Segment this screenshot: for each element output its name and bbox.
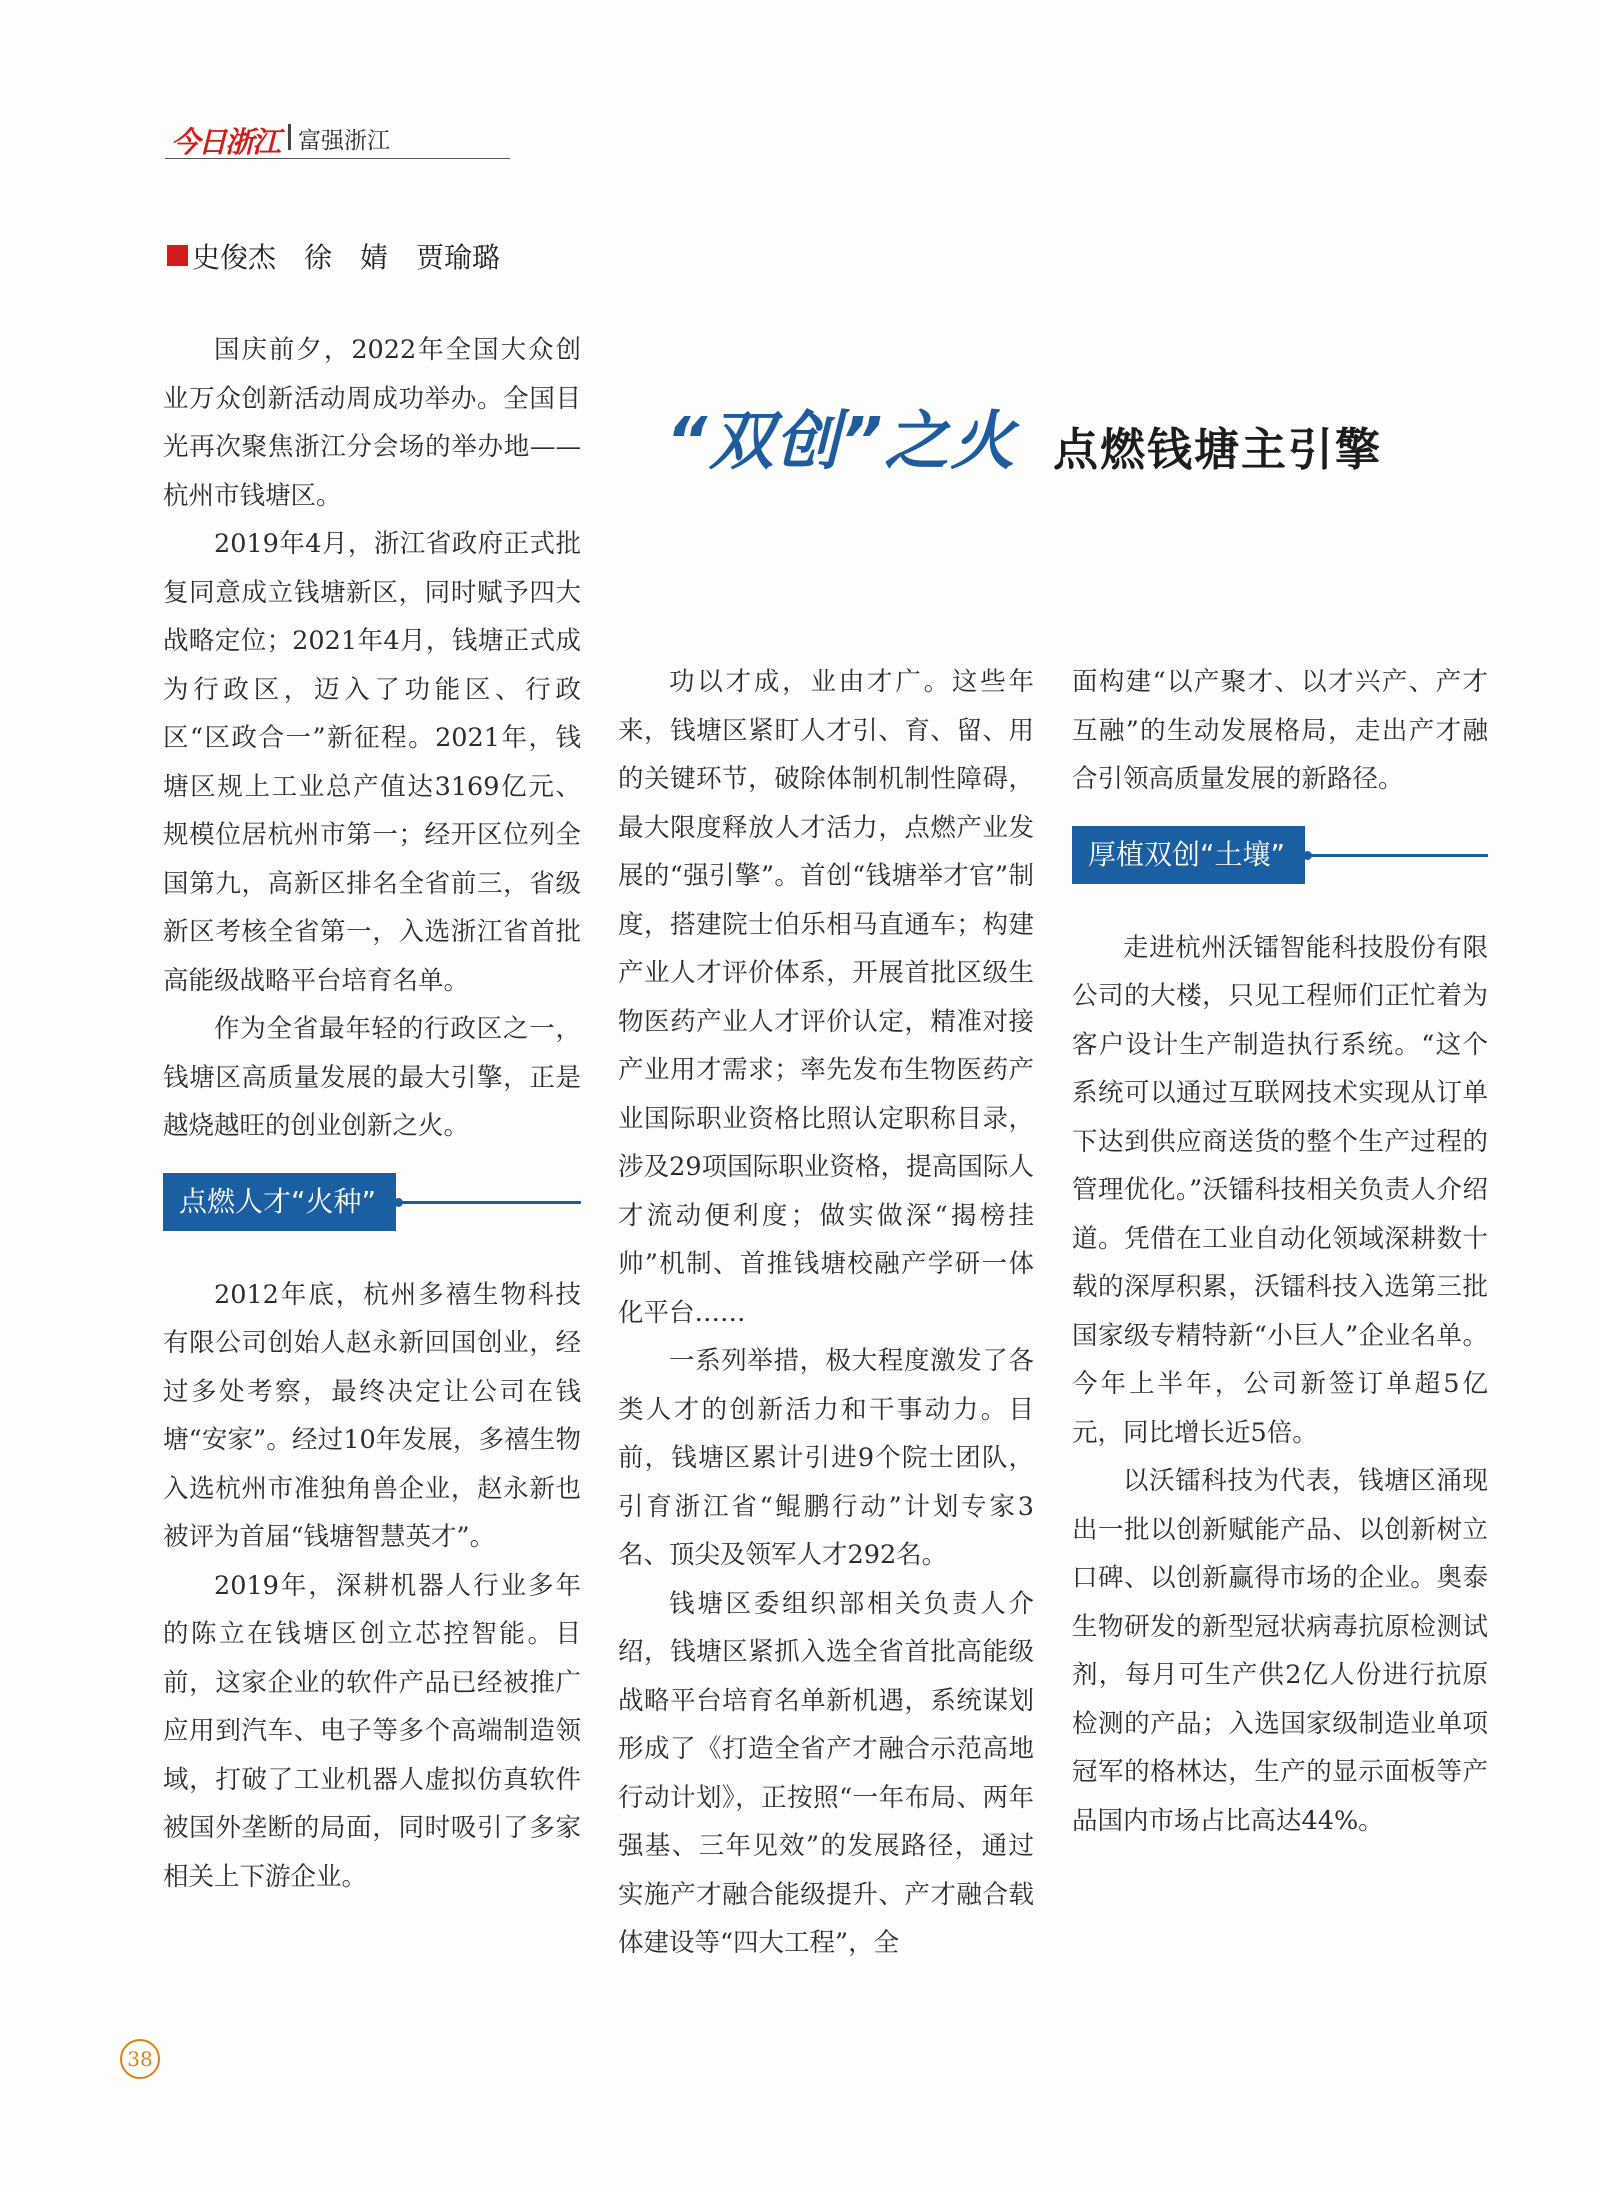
paragraph: 以沃镭科技为代表，钱塘区涌现出一批以创新赋能产品、以创新树立口碑、以创新赢得市场的企业。奥泰生物研发的新型冠状病毒抗原检测试剂，每月可生产供2亿人份进行抗原检测的产品；入选国家级制造业单项冠军的格林达，生产的显示面板等产品国内市场占比高达44%。 [1072,1466,1488,1836]
paragraph: 2019年，深耕机器人行业多年的陈立在钱塘区创立芯控智能。目前，这家企业的软件产品已经被推广应用到汽车、电子等多个高端制造领域，打破了工业机器人虚拟仿真软件被国外垄断的局面，同时吸引了多家相关上下游企业。 [163,1570,581,1892]
section-heading-talent [163,1173,581,1231]
article-title: “双创”之火 [666,405,1017,479]
paragraph: 2012年底，杭州多禧生物科技有限公司创始人赵永新回国创业，经过多处考察，最终决定让公司在钱塘“安家”。经过10年发展，多禧生物入选杭州市准独角兽企业，赵永新也被评为首届“钱塘智慧英才”。 [163,1279,581,1552]
paragraph: 功以才成，业由才广。这些年来，钱塘区紧盯人才引、育、留、用的关键环节，破除体制机制性障碍，最大限度释放人才活力，点燃产业发展的“强引擎”。首创“钱塘举才官”制度，搭建院士伯乐相马直通车；构建产业人才评价体系，开展首批区级生物医药产业人才评价认定，精准对接产业用才需求；率先发布生物医药产业国际职业资格比照认定职称目录，涉及29项国际职业资格，提高国际人才流动便利度；做实做深“揭榜挂帅”机制、首推钱塘校融产学研一体化平台…… [618,667,1034,1328]
paragraph: 国庆前夕，2022年全国大众创业万众创新活动周成功举办。全国目光再次聚焦浙江分会场的举办地——杭州市钱塘区。 [163,335,581,511]
paragraph: 作为全省最年轻的行政区之一，钱塘区高质量发展的最大引擎，正是越烧越旺的创业创新之火。 [163,1014,581,1141]
header-divider [288,124,291,150]
section-heading-soil [1072,826,1488,884]
author-byline: 史俊杰 徐 婧 贾瑜璐 [192,241,501,274]
heading-rule [1307,854,1488,857]
heading-rule [398,1201,581,1204]
article-subtitle: 点燃钱塘主引擎 [1053,423,1383,476]
author-marker-icon [167,245,188,266]
section-heading-label: 厚植双创“土壤” [1072,826,1305,884]
page-number: 38 [120,2039,160,2079]
paragraph: 2019年4月，浙江省政府正式批复同意成立钱塘新区，同时赋予四大战略定位；2021年4月，钱塘正式成为行政区，迈入了功能区、行政区“区政合一”新征程。2021年，钱塘区规上工业总产值达3169亿元、规模位居杭州市第一；经开区位列全国第九，高新区排名全省前三，省级新区考核全省第一，入选浙江省首批高能级战略平台培育名单。 [163,529,581,996]
section-label: 富强浙江 [298,128,390,154]
page-header [165,118,510,159]
section-heading-label: 点燃人才“火种” [163,1173,396,1231]
paragraph: 一系列举措，极大程度激发了各类人才的创新活力和干事动力。目前，钱塘区累计引进9个院士团队，引育浙江省“鲲鹏行动”计划专家3名、顶尖及领军人才292名。 [618,1346,1034,1570]
text-column-3 [1072,658,1488,1845]
magazine-logo: 今日浙江 [171,125,280,159]
text-column-2 [618,658,1034,1968]
text-column-1 [163,326,581,1901]
paragraph: 面构建“以产聚才、以才兴产、产才互融”的生动发展格局，走出产才融合引领高质量发展的新路径。 [1072,667,1488,794]
paragraph: 走进杭州沃镭智能科技股份有限公司的大楼，只见工程师们正忙着为客户设计生产制造执行系统。“这个系统可以通过互联网技术实现从订单下达到供应商送货的整个生产过程的管理优化。”沃镭科技相关负责人介绍道。凭借在工业自动化领域深耕数十载的深厚积累，沃镭科技入选第三批国家级专精特新“小巨人”企业名单。今年上半年，公司新签订单超5亿元，同比增长近5倍。 [1072,932,1488,1448]
paragraph: 钱塘区委组织部相关负责人介绍，钱塘区紧抓入选全省首批高能级战略平台培育名单新机遇，系统谋划形成了《打造全省产才融合示范高地行动计划》，正按照“一年布局、两年强基、三年见效”的发展路径，通过实施产才融合能级提升、产才融合载体建设等“四大工程”，全 [618,1588,1034,1958]
